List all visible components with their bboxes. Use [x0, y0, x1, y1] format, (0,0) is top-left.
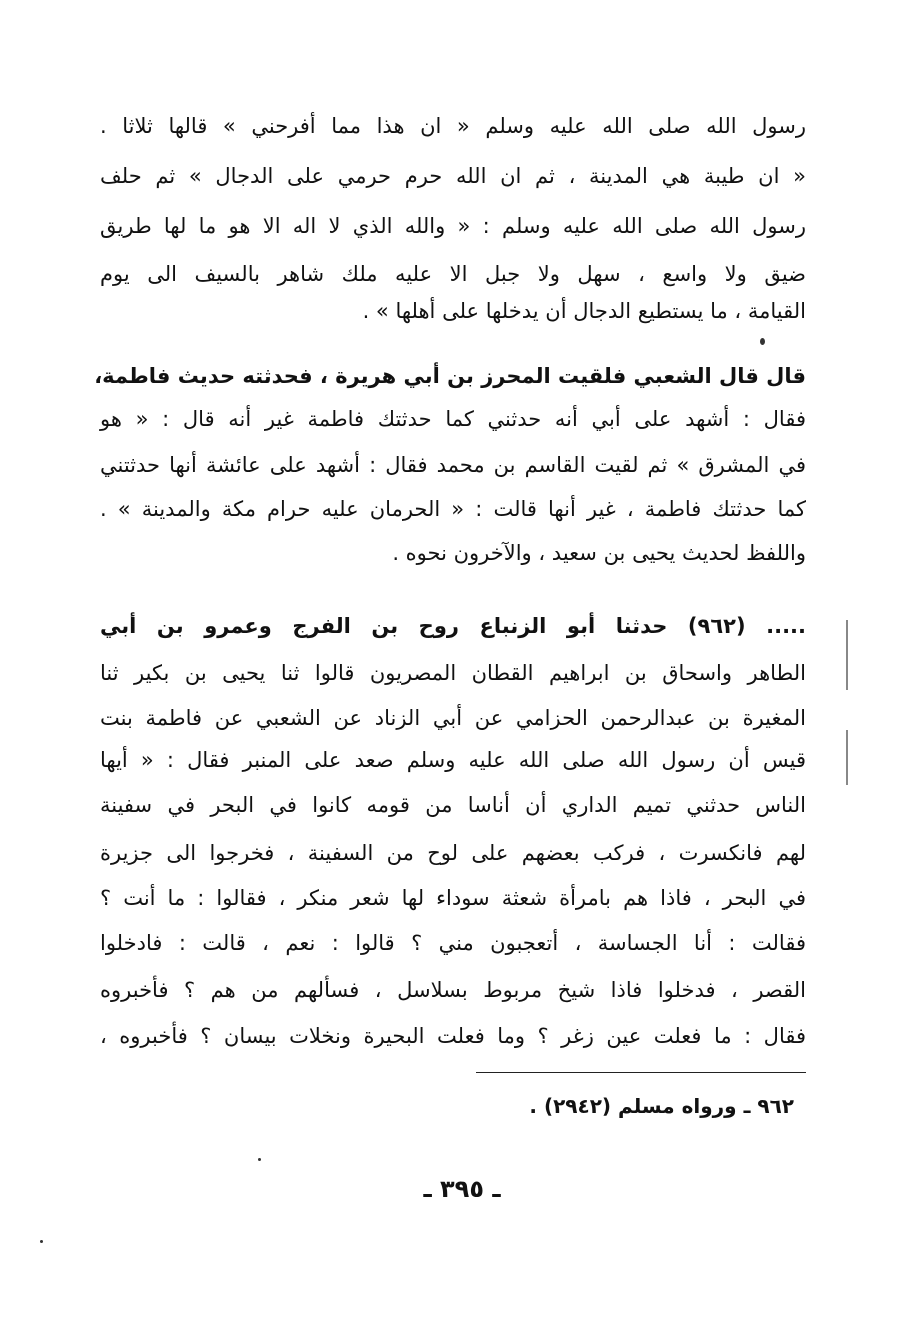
text-line: ..... (٩٦٢) حدثنا أبو الزنباع روح بن الفرج وعمرو بن أبي [100, 614, 806, 638]
text-line: « ان طيبة هي المدينة ، ثم ان الله حرم حرمي على الدجال » ثم حلف [100, 164, 806, 188]
text-line: رسول الله صلى الله عليه وسلم « ان هذا مما أفرحني » قالها ثلاثا . [100, 114, 806, 138]
ink-speck [40, 1240, 43, 1243]
text-line: كما حدثتك فاطمة ، غير أنها قالت : « الحرمان عليه حرام مكة والمدينة » . [100, 497, 806, 521]
text-line: في البحر ، فاذا هم بامرأة شعثة سوداء لها شعر منكر ، فقالوا : ما أنت ؟ [100, 886, 806, 910]
text-line: القصر ، فدخلوا فاذا شيخ مربوط بسلاسل ، فسألهم من هم ؟ فأخبروه [100, 978, 806, 1002]
text-line: فقال : أشهد على أبي أنه حدثني كما حدثتك فاطمة غير أنه قال : « هو [100, 407, 806, 431]
text-line: قال قال الشعبي فلقيت المحرز بن أبي هريرة ، فحدثته حديث فاطمة، [94, 364, 806, 388]
footnote: ٩٦٢ ـ ورواه مسلم (٢٩٤٢) . [529, 1094, 794, 1118]
text-line: قيس أن رسول الله صلى الله عليه وسلم صعد على المنبر فقال : « أيها [100, 748, 806, 772]
text-line: لهم فانكسرت ، فركب بعضهم على لوح من السفينة ، فخرجوا الى جزيرة [100, 841, 806, 865]
text-line: القيامة ، ما يستطيع الدجال أن يدخلها على أهلها » . [362, 299, 806, 323]
text-line: في المشرق » ثم لقيت القاسم بن محمد فقال : أشهد على عائشة أنها حدثتني [100, 453, 806, 477]
text-line: المغيرة بن عبدالرحمن الحزامي عن أبي الزناد عن الشعبي عن فاطمة بنت [100, 706, 806, 730]
page-number: ـ ٣٩٥ ـ [423, 1175, 501, 1203]
text-line: رسول الله صلى الله عليه وسلم : « والله الذي لا اله الا هو ما لها طريق [100, 214, 806, 238]
footnote-divider [476, 1072, 806, 1073]
text-line: الناس حدثني تميم الداري أن أناسا من قومه كانوا في البحر في سفينة [100, 793, 806, 817]
text-line: فقالت : أنا الجساسة ، أتعجبون مني ؟ قالوا : نعم ، قالت : فادخلوا [100, 931, 806, 955]
scan-mark [846, 620, 848, 690]
text-line: الطاهر واسحاق بن ابراهيم القطان المصريون قالوا ثنا يحيى بن بكير ثنا [100, 661, 806, 685]
scan-mark [846, 730, 848, 785]
ink-speck [760, 338, 765, 345]
text-line: واللفظ لحديث يحيى بن سعيد ، والآخرون نحوه . [392, 541, 806, 565]
text-line: ضيق ولا واسع ، سهل ولا جبل الا عليه ملك شاهر بالسيف الى يوم [100, 262, 806, 286]
text-line: فقال : ما فعلت عين زغر ؟ وما فعلت البحيرة ونخلات بيسان ؟ فأخبروه ، [100, 1024, 806, 1048]
ink-speck [258, 1158, 261, 1161]
